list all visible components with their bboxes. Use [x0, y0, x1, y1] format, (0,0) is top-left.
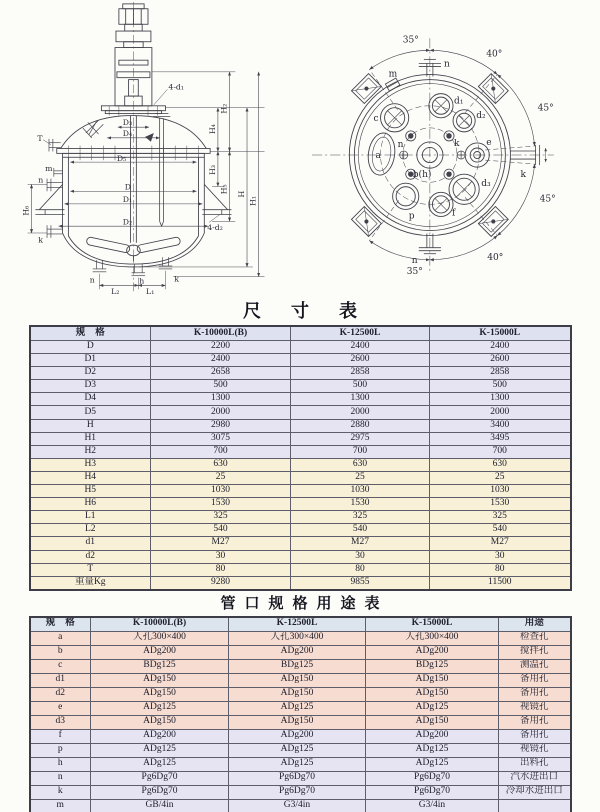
nozzle-cell-k12500: 人孔300×400 [229, 631, 366, 645]
nozzle-table-row [30, 729, 571, 743]
size-cell-k15000: 630 [430, 458, 571, 471]
nozzle-cell-k15000: ADg125 [366, 701, 499, 715]
nozzle-cell-k12500: ADg150 [229, 687, 366, 701]
jacket-nozzles-left [47, 168, 63, 238]
label-n-bottom: n [89, 275, 95, 285]
label-H: H [237, 190, 247, 198]
label-H6: H₆ [21, 205, 31, 216]
nozzle-cell-usage: 备用孔 [499, 673, 571, 687]
size-cell-k10000: 80 [151, 563, 291, 576]
label-H3: H₃ [207, 164, 217, 175]
size-cell-spec: D2 [30, 367, 151, 380]
extension-lines [28, 72, 265, 289]
label-k-left: k [38, 235, 44, 245]
nozzle-table-row [30, 631, 571, 645]
nozzle-cell-k12500: ADg125 [229, 757, 366, 771]
dip-tube [145, 114, 170, 227]
plan-label-c: c [373, 113, 379, 124]
nozzle-cell-k12500: Pg6Dg70 [229, 771, 366, 785]
size-cell-k15000: 25 [430, 471, 571, 484]
stub-n-center [400, 151, 408, 159]
size-cell-k12500: 2000 [291, 406, 430, 419]
size-cell-spec: d1 [30, 537, 151, 550]
size-cell-k10000: 700 [151, 445, 291, 458]
label-T: T [37, 133, 43, 143]
nozzle-cell-k10000: ADg150 [91, 715, 229, 729]
size-table-row [30, 511, 571, 524]
nozzle-cell-k15000: ADg125 [366, 757, 499, 771]
size-table-row [30, 393, 571, 406]
nozzle-cell-k10000: ADg200 [91, 645, 229, 659]
size-cell-spec: d2 [30, 550, 151, 563]
size-cell-k10000: M27 [151, 537, 291, 550]
label-L1: L₁ [146, 287, 155, 297]
size-cell-k12500: 2975 [291, 432, 430, 445]
size-cell-k12500: 325 [291, 511, 430, 524]
angle-right-upper: 45° [537, 103, 554, 114]
nozzle-table-row [30, 687, 571, 701]
nozzle-cell-id: b [30, 645, 91, 659]
nozzle-table-row [30, 645, 571, 659]
nozzle-cell-id: m [30, 799, 91, 812]
size-cell-spec: D5 [30, 406, 151, 419]
size-cell-k12500: 1300 [291, 393, 430, 406]
size-cell-k12500: 630 [291, 458, 430, 471]
size-cell-spec: D [30, 341, 151, 354]
nozzle-cell-k15000: G3/4in [366, 799, 499, 812]
size-cell-k10000: 630 [151, 458, 291, 471]
angle-top-right: 40° [486, 49, 503, 60]
size-table-row [30, 485, 571, 498]
label-D: D [124, 182, 131, 192]
plan-label-p: p [408, 211, 415, 222]
support-bracket-nw [351, 74, 381, 104]
size-cell-k10000: 540 [151, 524, 291, 537]
size-cell-k12500: 80 [291, 563, 430, 576]
plan-label-d3: d₃ [481, 179, 491, 190]
size-table-row [30, 341, 571, 354]
nozzle-f [429, 192, 453, 216]
nozzle-cell-id: p [30, 743, 91, 757]
size-cell-k12500: 500 [291, 380, 430, 393]
nozzle-cell-k10000: Pg6Dg70 [91, 785, 229, 799]
size-table-row [30, 432, 571, 445]
nozzle-cell-usage: 备用孔 [499, 687, 571, 701]
support-bracket-sw [351, 207, 381, 237]
size-cell-k10000: 2200 [151, 341, 291, 354]
plan-label-k-right: k [520, 170, 526, 181]
plan-label-d1: d₁ [454, 96, 464, 107]
nozzle-cell-usage: 备用孔 [499, 729, 571, 743]
size-cell-spec: H6 [30, 498, 151, 511]
nozzle-cell-k15000: ADg200 [366, 645, 499, 659]
size-cell-spec: D3 [30, 380, 151, 393]
label-4d1: 4-d₁ [168, 82, 185, 92]
size-cell-k15000: M27 [430, 537, 571, 550]
nozzle-col-k12500: K-12500L [229, 617, 366, 632]
nozzle-table [29, 616, 572, 812]
size-cell-k12500: 9855 [291, 576, 430, 590]
size-cell-k10000: 1300 [151, 393, 291, 406]
nozzle-col-usage: 用途 [499, 617, 571, 632]
size-cell-k12500: 1530 [291, 498, 430, 511]
t-nozzle [43, 139, 60, 152]
nozzle-p [393, 183, 419, 209]
nozzle-cell-k10000: ADg150 [91, 673, 229, 687]
nozzle-cell-k12500: BDg125 [229, 659, 366, 673]
plan-label-m: m [388, 69, 398, 80]
plan-label-bh: b(h) [412, 170, 432, 181]
size-table-row [30, 445, 571, 458]
size-cell-k10000: 9280 [151, 576, 291, 590]
size-cell-k15000: 30 [430, 550, 571, 563]
nozzle-cell-k12500: ADg150 [229, 673, 366, 687]
size-cell-k10000: 3075 [151, 432, 291, 445]
nozzle-table-row [30, 659, 571, 673]
nozzle-cell-k15000: ADg125 [366, 743, 499, 757]
nozzle-cell-id: c [30, 659, 91, 673]
nozzle-cell-id: h [30, 757, 91, 771]
size-cell-spec: L1 [30, 511, 151, 524]
stub-k-center [457, 151, 465, 159]
size-cell-k10000: 2000 [151, 406, 291, 419]
size-cell-k15000: 1300 [430, 393, 571, 406]
size-table-row [30, 380, 571, 393]
label-h-bottom: h [139, 276, 145, 286]
size-cell-k15000: 1530 [430, 498, 571, 511]
nozzle-col-k10000: K-10000L(B) [91, 617, 229, 632]
nozzle-cell-k10000: ADg125 [91, 743, 229, 757]
nozzle-cell-id: e [30, 701, 91, 715]
size-cell-spec: 重量Kg [30, 576, 151, 590]
nozzle-cell-k15000: ADg150 [366, 673, 499, 687]
nozzle-cell-k10000: 人孔300×400 [91, 631, 229, 645]
size-cell-k15000: 325 [430, 511, 571, 524]
label-H1: H₁ [248, 196, 258, 206]
nozzle-cell-k15000: ADg150 [366, 687, 499, 701]
nozzle-cell-k15000: 人孔300×400 [366, 631, 499, 645]
size-cell-k12500: 30 [291, 550, 430, 563]
nozzle-cell-k10000: ADg150 [91, 687, 229, 701]
nozzle-c [381, 104, 409, 132]
nozzle-table-row [30, 785, 571, 799]
nozzle-table-row [30, 673, 571, 687]
nozzle-table-header-row [30, 617, 571, 632]
size-cell-k12500: 2858 [291, 367, 430, 380]
size-cell-k12500: 1030 [291, 485, 430, 498]
nozzle-table-title: 管口规格用途表 [220, 595, 389, 612]
label-m-left: m [45, 163, 53, 173]
nozzle-cell-k10000: ADg200 [91, 729, 229, 743]
nozzle-cell-k10000: GB/4in [91, 799, 229, 812]
size-cell-k15000: 2600 [430, 354, 571, 367]
nozzle-table-row [30, 715, 571, 729]
size-cell-k12500: 540 [291, 524, 430, 537]
size-table-row [30, 524, 571, 537]
nozzle-cell-k12500: ADg150 [229, 715, 366, 729]
size-col-k10000: K-10000L(B) [151, 326, 291, 341]
label-H5: H₅ [219, 184, 229, 195]
size-col-spec: 规格 [30, 326, 151, 341]
size-cell-spec: H2 [30, 445, 151, 458]
nozzle-d3 [449, 174, 479, 204]
nozzle-table-row [30, 757, 571, 771]
nozzle-table-row [30, 771, 571, 785]
size-cell-k12500: 2880 [291, 419, 430, 432]
label-D5: D₅ [116, 154, 127, 164]
nozzle-cell-k15000: ADg200 [366, 729, 499, 743]
nozzle-cell-k12500: Pg6Dg70 [229, 785, 366, 799]
nozzle-cell-k12500: ADg125 [229, 743, 366, 757]
elevation-drawing [2, 0, 294, 299]
size-cell-k12500: 25 [291, 471, 430, 484]
nozzle-d2 [453, 110, 475, 132]
size-cell-k15000: 3400 [430, 419, 571, 432]
angle-top: 35° [402, 35, 419, 46]
size-cell-k12500: 2600 [291, 354, 430, 367]
plan-label-a: a [375, 151, 381, 162]
nozzle-cell-id: f [30, 729, 91, 743]
size-cell-k15000: 1030 [430, 485, 571, 498]
size-cell-k10000: 2400 [151, 354, 291, 367]
nozzle-cell-id: k [30, 785, 91, 799]
size-cell-spec: T [30, 563, 151, 576]
label-k-bottom: k [174, 274, 179, 284]
size-cell-k15000: 540 [430, 524, 571, 537]
size-col-k12500: K-12500L [291, 326, 430, 341]
size-cell-k15000: 2858 [430, 367, 571, 380]
size-table-title: 尺寸表 [243, 301, 387, 321]
size-table [29, 325, 572, 591]
size-table-row [30, 419, 571, 432]
nozzle-cell-id: a [30, 631, 91, 645]
nozzle-cell-usage: 出料孔 [499, 757, 571, 771]
nozzle-cell-k15000: ADg150 [366, 715, 499, 729]
size-cell-k10000: 30 [151, 550, 291, 563]
size-table-row [30, 563, 571, 576]
label-L2: L₂ [111, 287, 120, 297]
plan-label-f: f [452, 208, 456, 219]
size-table-row [30, 550, 571, 563]
angle-bottom-right: 40° [487, 252, 504, 263]
size-cell-k10000: 25 [151, 471, 291, 484]
nozzle-cell-k10000: Pg6Dg70 [91, 771, 229, 785]
size-table-row [30, 537, 571, 550]
bottom-nozzles [93, 257, 173, 275]
label-D3: D₃ [122, 118, 133, 128]
size-cell-k10000: 2658 [151, 367, 291, 380]
size-cell-spec: H3 [30, 458, 151, 471]
size-cell-k15000: 500 [430, 380, 571, 393]
size-cell-k15000: 3495 [430, 432, 571, 445]
size-table-row [30, 406, 571, 419]
plan-label-k-center: k [454, 138, 460, 149]
label-D1: D₁ [122, 194, 133, 204]
size-cell-spec: H [30, 419, 151, 432]
size-cell-k10000: 325 [151, 511, 291, 524]
nozzle-cell-k12500: ADg200 [229, 645, 366, 659]
stub-m [385, 78, 399, 91]
nozzle-cell-k15000: Pg6Dg70 [366, 771, 499, 785]
nozzle-cell-usage: 检查孔 [499, 631, 571, 645]
nozzle-table-row [30, 701, 571, 715]
label-D4: D₄ [122, 128, 133, 138]
size-table-row [30, 498, 571, 511]
plan-label-n-top: n [443, 59, 450, 70]
size-cell-spec: H1 [30, 432, 151, 445]
label-H2: H₂ [219, 103, 229, 114]
nozzle-cell-usage: 测温孔 [499, 659, 571, 673]
size-cell-k12500: 700 [291, 445, 430, 458]
nozzle-cell-usage: 视镜孔 [499, 701, 571, 715]
nozzle-cell-usage: 备用孔 [499, 715, 571, 729]
nozzle-cell-k10000: ADg125 [91, 701, 229, 715]
nozzle-cell-usage [499, 799, 571, 812]
size-cell-spec: H5 [30, 485, 151, 498]
nozzle-cell-id: d3 [30, 715, 91, 729]
size-cell-k15000: 80 [430, 563, 571, 576]
size-cell-k10000: 2980 [151, 419, 291, 432]
size-table-header-row [30, 326, 571, 341]
nozzle-cell-k10000: BDg125 [91, 659, 229, 673]
size-table-row [30, 576, 571, 590]
nozzle-cell-k15000: Pg6Dg70 [366, 785, 499, 799]
plan-label-n-center: n [397, 139, 404, 150]
size-table-row [30, 458, 571, 471]
size-cell-k15000: 700 [430, 445, 571, 458]
support-bracket-se [478, 207, 508, 237]
nozzle-cell-k15000: BDg125 [366, 659, 499, 673]
size-table-row [30, 354, 571, 367]
nozzle-cell-id: n [30, 771, 91, 785]
nozzle-cell-usage: 冷却水进出口 [499, 785, 571, 799]
nozzle-table-row [30, 743, 571, 757]
nozzle-d1 [429, 94, 453, 118]
angled-nozzle-stub [83, 120, 103, 137]
label-n-left: n [38, 175, 44, 185]
nozzle-cell-usage: 汽水进出口 [499, 771, 571, 785]
angle-right-lower: 45° [539, 194, 556, 205]
nozzle-cell-k10000: ADg125 [91, 757, 229, 771]
size-table-row [30, 471, 571, 484]
size-cell-k15000: 2000 [430, 406, 571, 419]
size-cell-spec: D4 [30, 393, 151, 406]
nozzle-cell-k12500: ADg125 [229, 701, 366, 715]
size-cell-spec: D1 [30, 354, 151, 367]
plan-label-e: e [486, 137, 492, 148]
label-D2: D₂ [122, 217, 133, 227]
label-H4: H₄ [207, 124, 217, 135]
nozzle-col-spec: 规格 [30, 617, 91, 632]
nozzle-cell-usage: 搅拌孔 [499, 645, 571, 659]
manhole-a [366, 131, 398, 177]
plan-labels [373, 35, 555, 277]
size-cell-spec: H4 [30, 471, 151, 484]
size-table-row [30, 367, 571, 380]
nozzle-cell-id: d2 [30, 687, 91, 701]
nozzle-table-row [30, 799, 571, 812]
size-cell-k12500: 2400 [291, 341, 430, 354]
nozzle-cell-k12500: G3/4in [229, 799, 366, 812]
size-cell-k10000: 1530 [151, 498, 291, 511]
label-4d2: 4-d₂ [207, 223, 223, 233]
size-cell-spec: L2 [30, 524, 151, 537]
nozzle-cell-k12500: ADg200 [229, 729, 366, 743]
plan-label-d2: d₂ [476, 110, 486, 121]
angle-bottom: 35° [406, 266, 423, 277]
nozzle-col-k15000: K-15000L [366, 617, 499, 632]
plan-label-n-bottom: n [411, 255, 418, 266]
nozzle-cell-id: d1 [30, 673, 91, 687]
size-cell-k10000: 500 [151, 380, 291, 393]
support-bracket-ne [478, 74, 508, 104]
nozzle-cell-usage: 视镜孔 [499, 743, 571, 757]
plan-view-drawing [302, 4, 594, 296]
technical-drawings [0, 0, 600, 299]
size-cell-k15000: 11500 [430, 576, 571, 590]
size-col-k15000: K-15000L [430, 326, 571, 341]
size-cell-k10000: 1030 [151, 485, 291, 498]
size-cell-k12500: M27 [291, 537, 430, 550]
size-cell-k15000: 2400 [430, 341, 571, 354]
